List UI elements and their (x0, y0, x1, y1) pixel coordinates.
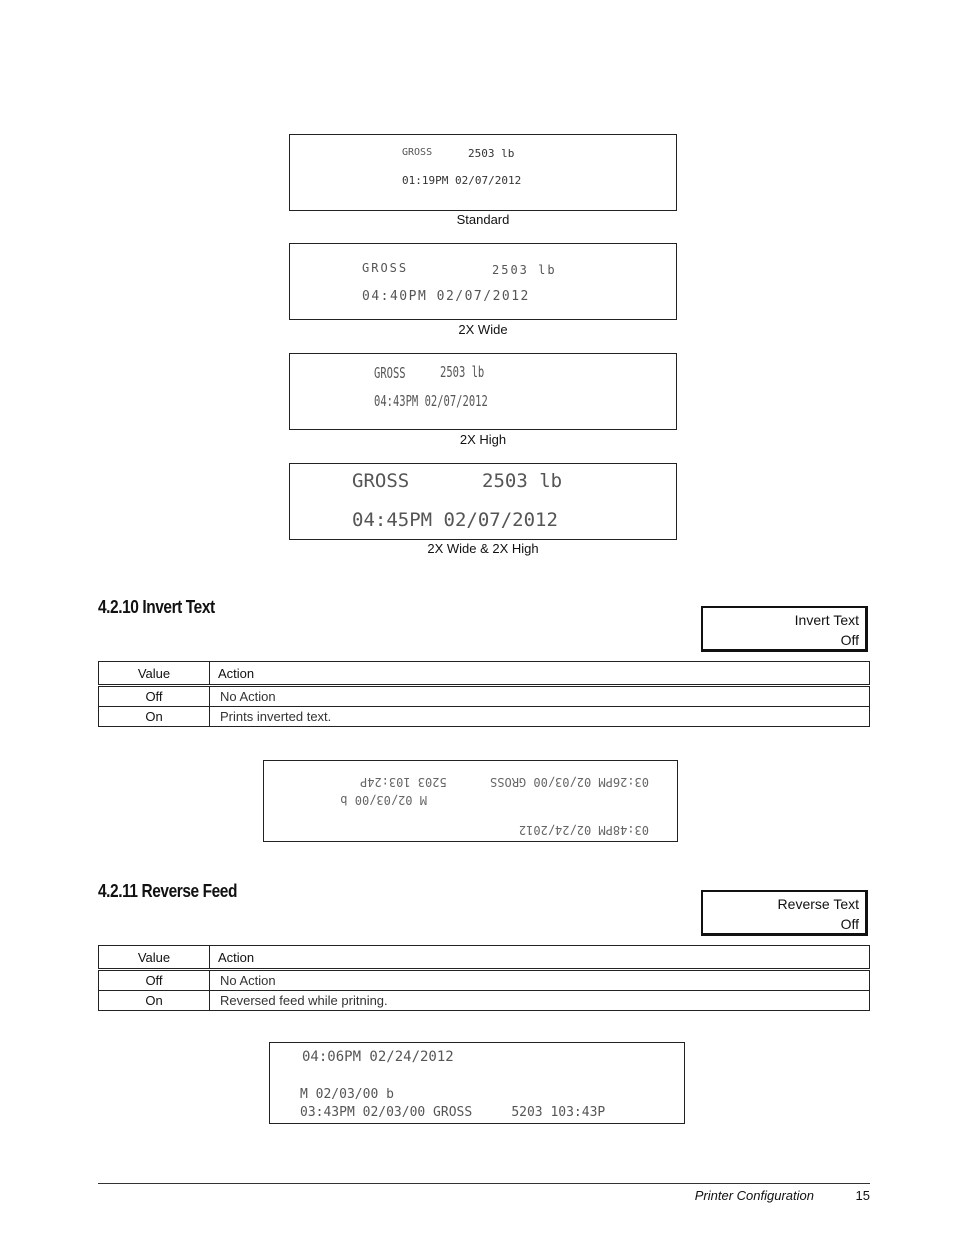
sample-line1-value: 2503 lb (492, 263, 557, 277)
sample-line1-label: GROSS (402, 147, 433, 158)
caption-2x-wide: 2X Wide (458, 322, 508, 337)
row-value: Off (99, 970, 210, 991)
row-action: Prints inverted text. (210, 707, 870, 727)
reverse-line3: 03:43PM 02/03/00 GROSS 5203 103:43P (300, 1105, 606, 1120)
sample-line1-value: 2503 lb (468, 147, 515, 160)
inverted-print-sample (263, 760, 678, 842)
menu-value: Off (840, 632, 859, 648)
footer-rule (98, 1183, 870, 1184)
wide-high-print-sample (289, 463, 677, 540)
header-action: Action (210, 946, 870, 970)
row-action: Reversed feed while pritning. (210, 991, 870, 1011)
reverse-line2: M 02/03/00 b (300, 1087, 394, 1102)
caption-standard: Standard (456, 212, 510, 227)
sample-line1-label: GROSS (362, 261, 409, 275)
section-heading-reverse-feed: 4.2.11 Reverse Feed (98, 881, 237, 901)
table-row (99, 991, 870, 1011)
header-value: Value (99, 946, 210, 970)
header-value: Value (99, 662, 210, 686)
table-row (99, 707, 870, 727)
high-print-sample (289, 353, 677, 430)
row-action: No Action (210, 686, 870, 707)
inverted-line3: 03:48PM 02/24/2012 (518, 823, 649, 837)
header-action: Action (210, 662, 870, 686)
menu-value: Off (840, 916, 859, 932)
table-row (99, 686, 870, 707)
row-value: Off (99, 686, 210, 707)
caption-2x-wide-2x-high: 2X Wide & 2X High (427, 541, 539, 556)
standard-print-sample (289, 134, 677, 211)
sample-line1-value: 2503 lb (440, 363, 485, 381)
row-action: No Action (210, 970, 870, 991)
sample-line1-label: GROSS (352, 470, 410, 492)
wide-print-sample (289, 243, 677, 320)
table-header-row (99, 946, 870, 970)
table-header-row (99, 662, 870, 686)
page-number: 15 (855, 1188, 870, 1203)
menu-title: Invert Text (794, 612, 859, 628)
footer-section-title: Printer Configuration (694, 1188, 814, 1203)
inverted-text-block (264, 761, 679, 843)
sample-line2: 04:43PM 02/07/2012 (374, 392, 488, 410)
inverted-line2: M 02/03/00 b (340, 793, 427, 807)
menu-title: Reverse Text (777, 896, 859, 912)
menu-box-invert-text (701, 606, 868, 652)
invert-text-table (98, 661, 870, 727)
menu-box-reverse-text (701, 890, 868, 936)
sample-line2: 04:40PM 02/07/2012 (362, 289, 530, 304)
reverse-line1: 04:06PM 02/24/2012 (302, 1049, 454, 1065)
sample-line1-value: 2503 lb (482, 470, 563, 492)
sample-line2: 01:19PM 02/07/2012 (402, 174, 522, 187)
row-value: On (99, 707, 210, 727)
row-value: On (99, 991, 210, 1011)
section-heading-invert-text: 4.2.10 Invert Text (98, 597, 215, 617)
reverse-feed-print-sample (269, 1042, 685, 1124)
inverted-line1: 03:26PM 02/03/00 GROSS 5203 103:24P (360, 775, 649, 789)
reverse-feed-table (98, 945, 870, 1011)
sample-line1-label: GROSS (374, 364, 406, 382)
caption-2x-high: 2X High (459, 432, 507, 447)
table-row (99, 970, 870, 991)
sample-line2: 04:45PM 02/07/2012 (352, 509, 558, 531)
